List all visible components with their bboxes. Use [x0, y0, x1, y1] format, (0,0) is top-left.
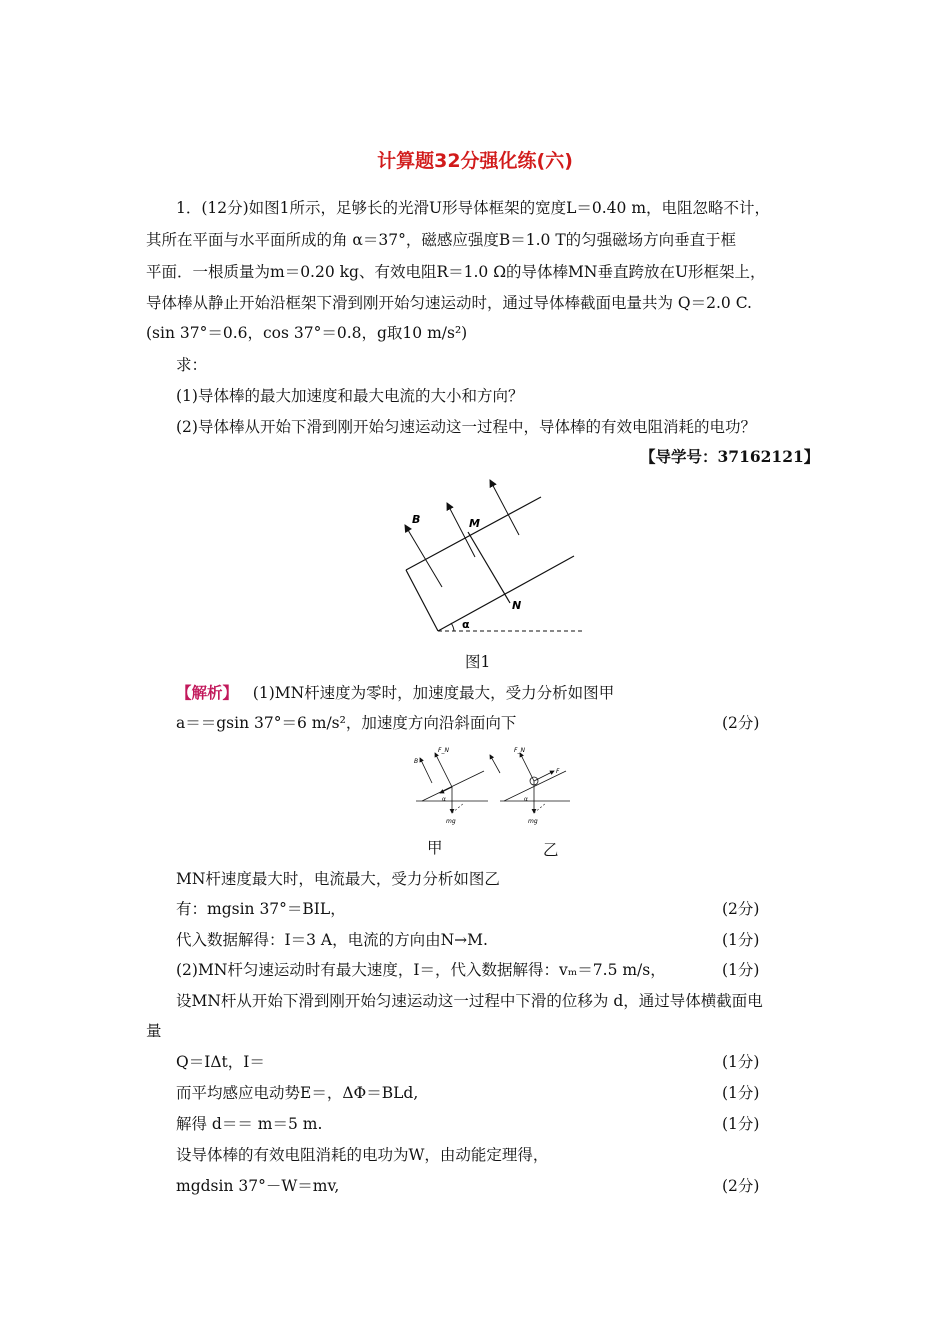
jia-label-fn: F_N [438, 747, 449, 754]
figure-1-caption: 图1 [465, 653, 491, 671]
solution-line-7b: 量 [146, 1022, 162, 1040]
solution-text-1: (1)MN杆速度为零时，加速度最大，受力分析如图甲 [252, 684, 615, 702]
score-9: (1分) [722, 1084, 760, 1102]
score-12: (2分) [722, 1177, 760, 1195]
question-2: (2)导体棒从开始下滑到刚开始匀速运动这一过程中，导体棒的有效电阻消耗的电功？ [176, 418, 756, 436]
yi-label-alpha: α [524, 796, 528, 803]
b-arrow-2 [447, 503, 475, 557]
score-8: (1分) [722, 1053, 760, 1071]
solution-tag: 【解析】 [176, 683, 239, 702]
question-1: (1)导体棒的最大加速度和最大电流的大小和方向？ [176, 387, 524, 405]
label-m: M [469, 517, 480, 530]
score-2: (2分) [722, 714, 760, 732]
solution-line-4: 有：mgsin 37°＝BIL， [176, 900, 346, 918]
yi-label-fn: F_N [514, 747, 525, 754]
problem-line-1: 1．(12分)如图1所示，足够长的光滑U形导体框架的宽度L＝0.40 m，电阻忽略不计， [176, 199, 771, 217]
solution-line-8: Q＝IΔt，I＝ [176, 1053, 265, 1071]
yi-label-f: F [556, 768, 560, 775]
problem-line-3: 平面．一根质量为m＝0.20 kg、有效电阻R＝1.0 Ω的导体棒MN垂直跨放在U形框架上， [146, 263, 766, 281]
label-b: B [412, 513, 421, 526]
page-title: 计算题32分强化练(六) [377, 150, 573, 172]
figure-1-diagram [390, 470, 590, 640]
solution-line-10: 解得 d＝＝ m＝5 m. [176, 1115, 323, 1133]
solution-line-6: (2)MN杆匀速运动时有最大速度，I＝，代入数据解得：vₘ＝7.5 m/s， [176, 961, 666, 979]
reference-number: 【导学号：37162121】 [640, 447, 820, 466]
solution-line-2: a＝＝gsin 37°＝6 m/s²，加速度方向沿斜面向下 [176, 714, 517, 732]
figure-jia-caption: 甲 [427, 839, 443, 857]
label-alpha: α [462, 618, 470, 631]
solution-line-3: MN杆速度最大时，电流最大，受力分析如图乙 [176, 870, 500, 888]
problem-line-2: 其所在平面与水平面所成的角 α＝37°，磁感应强度B＝1.0 T的匀强磁场方向垂直于框 [146, 231, 737, 249]
label-n: N [512, 599, 522, 612]
figure-yi-diagram [484, 743, 574, 828]
score-4: (2分) [722, 900, 760, 918]
frame-end [406, 570, 438, 631]
rod-mn [468, 532, 510, 603]
jia-label-mg: mg [446, 818, 456, 825]
solution-line-12: mgdsin 37°－W＝mv, [176, 1177, 340, 1195]
frame-bottom-rail [438, 556, 574, 631]
solution-line-1 [176, 682, 614, 704]
solution-line-11: 设导体棒的有效电阻消耗的电功为W，由动能定理得， [176, 1146, 549, 1164]
frame-top-rail [406, 497, 541, 570]
solution-line-7: 设MN杆从开始下滑到刚开始匀速运动这一过程中下滑的位移为 d，通过导体横截面电 [176, 992, 763, 1010]
problem-line-5: (sin 37°＝0.6，cos 37°＝0.8，g取10 m/s²) [146, 324, 468, 342]
solution-line-9: 而平均感应电动势E＝，ΔΦ＝BLd, [176, 1084, 419, 1102]
figure-yi-caption: 乙 [543, 841, 559, 859]
jia-label-alpha: α [442, 796, 446, 803]
score-10: (1分) [722, 1115, 760, 1133]
b-arrow-3 [490, 480, 519, 535]
jia-label-b: B [414, 758, 419, 765]
solution-line-5: 代入数据解得：I＝3 A，电流的方向由N→M. [176, 931, 488, 949]
yi-label-mg: mg [528, 818, 538, 825]
score-6: (1分) [722, 961, 760, 979]
problem-ask: 求： [176, 356, 208, 374]
figure-jia-diagram [412, 743, 492, 828]
score-5: (1分) [722, 931, 760, 949]
problem-line-4: 导体棒从静止开始沿框架下滑到刚开始匀速运动时，通过导体棒截面电量共为 Q＝2.0 C. [146, 294, 752, 312]
